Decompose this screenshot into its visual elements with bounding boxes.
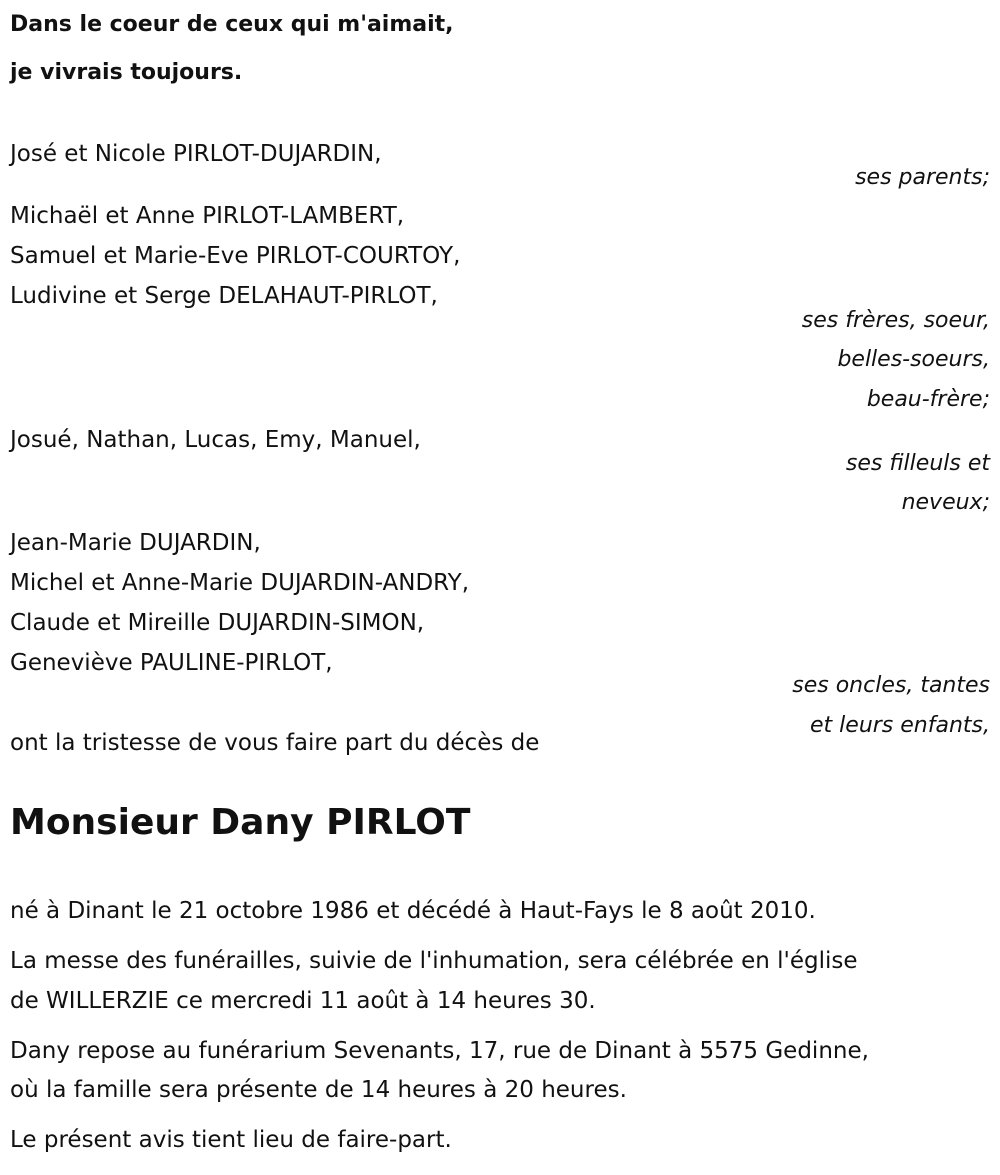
family-name: Ludivine et Serge DELAHAUT-PIRLOT, xyxy=(10,283,438,309)
funeral-paragraph-line-2: de WILLERZIE ce mercredi 11 août à 14 heures 30. xyxy=(10,988,596,1014)
relation-label: neveux; xyxy=(901,490,990,515)
family-name: Claude et Mireille DUJARDIN-SIMON, xyxy=(10,610,425,636)
birth-death-paragraph: né à Dinant le 21 octobre 1986 et décédé à Haut-Fays le 8 août 2010. xyxy=(10,898,816,924)
funeral-paragraph-line-1: La messe des funérailles, suivie de l'inhumation, sera célébrée en l'église xyxy=(10,948,858,974)
family-name: Geneviève PAULINE-PIRLOT, xyxy=(10,650,333,676)
relation-label: ses oncles, tantes xyxy=(792,673,990,698)
family-name: Samuel et Marie-Eve PIRLOT-COURTOY, xyxy=(10,243,461,269)
family-name: Josué, Nathan, Lucas, Emy, Manuel, xyxy=(10,427,421,453)
epigraph-line-1: Dans le coeur de ceux qui m'aimait, xyxy=(10,12,454,37)
deceased-name: Monsieur Dany PIRLOT xyxy=(10,802,471,843)
epigraph-line-2: je vivrais toujours. xyxy=(10,60,243,85)
funerarium-paragraph-line-1: Dany repose au funérarium Sevenants, 17, rue de Dinant à 5575 Gedinne, xyxy=(10,1038,869,1064)
family-name: José et Nicole PIRLOT-DUJARDIN, xyxy=(10,141,382,167)
relation-label: ses frères, soeur, xyxy=(801,308,990,333)
relation-label: beau-frère; xyxy=(866,387,990,412)
family-name: Michaël et Anne PIRLOT-LAMBERT, xyxy=(10,203,405,229)
relation-label: et leurs enfants, xyxy=(810,713,990,738)
relation-label: ses filleuls et xyxy=(845,451,990,476)
family-name: Jean-Marie DUJARDIN, xyxy=(10,530,261,556)
relation-label: belles-soeurs, xyxy=(837,347,990,372)
announcement-text: ont la tristesse de vous faire part du décès de xyxy=(10,730,540,756)
relation-label: ses parents; xyxy=(855,165,990,190)
family-name: Michel et Anne-Marie DUJARDIN-ANDRY, xyxy=(10,570,470,596)
closing-paragraph: Le présent avis tient lieu de faire-part. xyxy=(10,1127,452,1153)
funerarium-paragraph-line-2: où la famille sera présente de 14 heures à 20 heures. xyxy=(10,1077,627,1103)
